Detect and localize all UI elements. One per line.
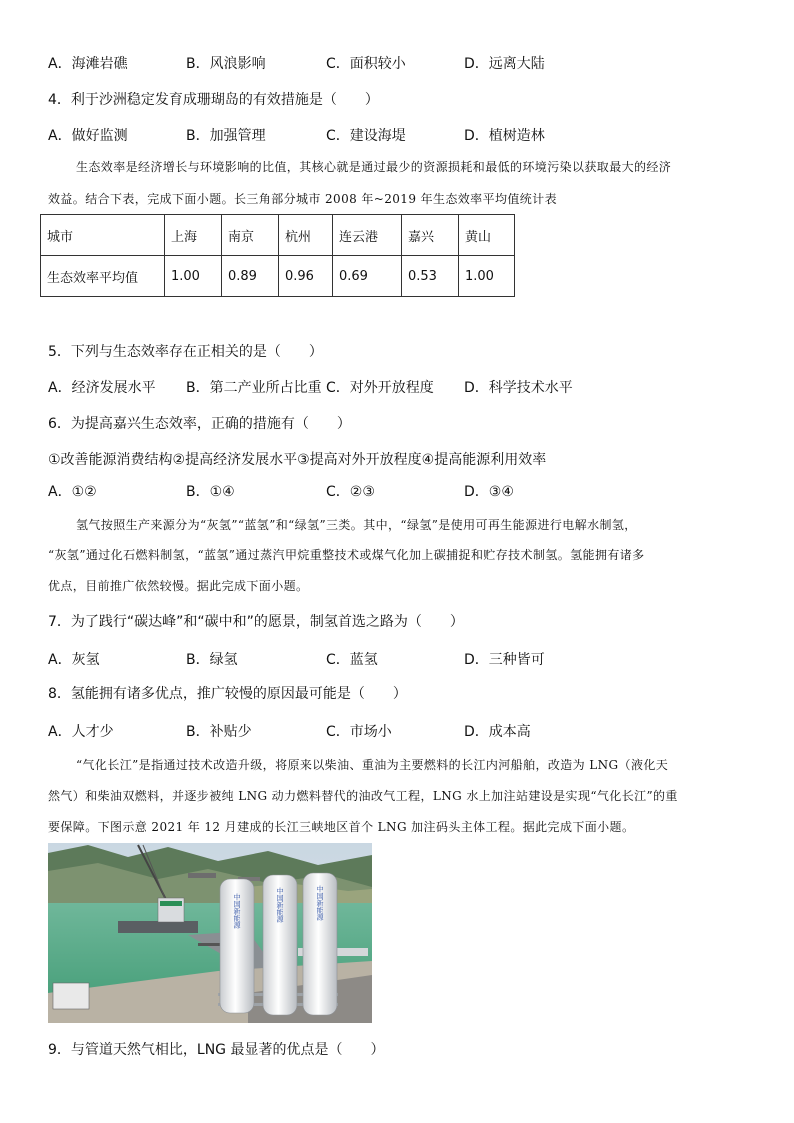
table-header-cell: 黄山: [459, 215, 515, 256]
q5-stem: 5．下列与生态效率存在正相关的是（ ）: [48, 344, 323, 360]
q7-option-c: C．蓝氢: [326, 652, 378, 668]
table-header-cell: 连云港: [333, 215, 402, 256]
table-header-cell: 城市: [41, 215, 165, 256]
q3-option-a: A．海滩岩礁: [48, 56, 128, 72]
q7-option-a: A．灰氢: [48, 652, 100, 668]
q5-option-c: C．对外开放程度: [326, 380, 434, 396]
table-header-row: [41, 215, 515, 256]
table-row: [41, 256, 515, 297]
lng-tank-label: 中国新能源: [276, 887, 284, 923]
q3-option-d: D．远离大陆: [464, 56, 545, 72]
table-header-cell: 嘉兴: [402, 215, 459, 256]
intro2-line2: “灰氢”通过化石燃料制氢，“蓝氢”通过蒸汽甲烷重整技术或煤气化加上碳捕捉和贮存技术制氢。氢能拥有诸多: [48, 548, 645, 562]
q4-option-a: A．做好监测: [48, 128, 128, 144]
q8-option-d: D．成本高: [464, 724, 531, 740]
q7-stem: 7．为了践行“碳达峰”和“碳中和”的愿景，制氢首选之路为（ ）: [48, 614, 464, 630]
q6-option-a: A．①②: [48, 484, 97, 500]
q4-option-b: B．加强管理: [186, 128, 266, 144]
q3-option-b: B．风浪影响: [186, 56, 266, 72]
table-row-label: 生态效率平均值: [41, 256, 165, 297]
intro1-line1: 生态效率是经济增长与环境影响的比值，其核心就是通过最少的资源损耗和最低的环境污染以获取最大的经济: [76, 160, 672, 174]
lng-dock-photo: [48, 843, 372, 1023]
intro3-line1: “气化长江”是指通过技术改造升级，将原来以柴油、重油为主要燃料的长江内河船舶，改造为 LNG（液化天: [76, 758, 669, 772]
lng-tank: [220, 879, 254, 1013]
intro3-line3: 要保障。下图示意 2021 年 12 月建成的长江三峡地区首个 LNG 加注码头主体工程。据此完成下面小题。: [48, 820, 635, 834]
intro1-line2: 效益。结合下表，完成下面小题。长三角部分城市 2008 年~2019 年生态效率平均值统计表: [48, 192, 557, 206]
q4-option-d: D．植树造林: [464, 128, 545, 144]
intro3-line2: 然气）和柴油双燃料，并逐步被纯 LNG 动力燃料替代的油改气工程，LNG 水上加注站建设是实现“气化长江”的重: [48, 789, 678, 803]
table-header-cell: 上海: [165, 215, 222, 256]
lng-tank-label: 中国新能源: [233, 893, 241, 929]
q3-option-c: C．面积较小: [326, 56, 406, 72]
q7-option-b: B．绿氢: [186, 652, 238, 668]
table-cell: 0.53: [402, 256, 459, 297]
ecoefficiency-table: [40, 214, 515, 297]
table-header-cell: 南京: [222, 215, 279, 256]
q8-option-b: B．补贴少: [186, 724, 252, 740]
q6-option-d: D．③④: [464, 484, 514, 500]
q8-option-a: A．人才少: [48, 724, 114, 740]
q9-stem: 9．与管道天然气相比，LNG 最显著的优点是（ ）: [48, 1042, 385, 1058]
lng-dock-illustration: [48, 843, 372, 1023]
table-header-cell: 杭州: [279, 215, 333, 256]
table-cell: 0.89: [222, 256, 279, 297]
table-cell: 0.96: [279, 256, 333, 297]
lng-tank: [263, 875, 297, 1015]
q5-option-b: B．第二产业所占比重: [186, 380, 322, 396]
q6-items: ①改善能源消费结构②提高经济发展水平③提高对外开放程度④提高能源利用效率: [48, 452, 547, 468]
q5-option-d: D．科学技术水平: [464, 380, 573, 396]
intro2-line3: 优点，目前推广依然较慢。据此完成下面小题。: [48, 579, 309, 593]
table-cell: 0.69: [333, 256, 402, 297]
table-cell: 1.00: [459, 256, 515, 297]
q6-stem: 6．为提高嘉兴生态效率，正确的措施有（ ）: [48, 416, 351, 432]
table-cell: 1.00: [165, 256, 222, 297]
intro2-line1: 氢气按照生产来源分为“灰氢”“蓝氢”和“绿氢”三类。其中，“绿氢”是使用可再生能源进行电解水制氢，: [76, 518, 637, 532]
q6-option-c: C．②③: [326, 484, 375, 500]
q5-option-a: A．经济发展水平: [48, 380, 156, 396]
lng-tank-label: 中国新能源: [316, 885, 324, 921]
q4-option-c: C．建设海堤: [326, 128, 406, 144]
q6-option-b: B．①④: [186, 484, 235, 500]
q4-stem: 4．利于沙洲稳定发育成珊瑚岛的有效措施是（ ）: [48, 92, 379, 108]
q7-option-d: D．三种皆可: [464, 652, 545, 668]
lng-tank: [303, 873, 337, 1015]
q8-option-c: C．市场小: [326, 724, 392, 740]
q8-stem: 8．氢能拥有诸多优点，推广较慢的原因最可能是（ ）: [48, 686, 407, 702]
